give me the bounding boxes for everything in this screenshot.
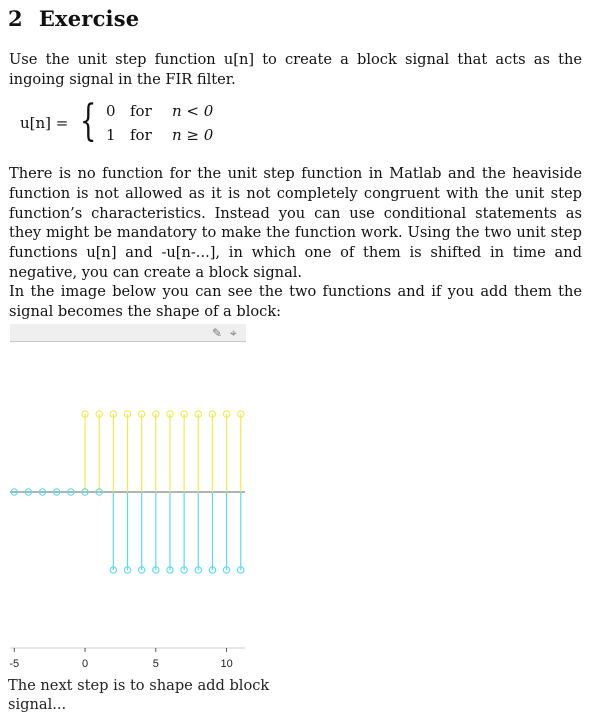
pan-icon[interactable]: ✎ — [212, 326, 223, 340]
case-value: 0 — [106, 102, 116, 120]
section-title: Exercise — [38, 6, 140, 31]
stem-plot — [0, 342, 250, 687]
data-cursor-icon[interactable]: ⌖ — [230, 326, 237, 340]
equation-case-row — [106, 126, 213, 144]
explanation-paragraph: There is no function for the unit step function in Matlab and the heaviside function is not allowed as it is not completely congruent with the unit step function’s characteristics. Instead you can use conditional statements as they might be mandatory to make the function work. Using the two unit step functions u[n] and -u[n-...], in which one of them is shifted in time and negative, you can create a block signal. — [9, 165, 582, 281]
x-tick-label: -5 — [9, 658, 20, 670]
intro-paragraph: Use the unit step function u[n] to create a block signal that acts as the ingoing signal in the FIR filter. — [9, 51, 582, 88]
x-tick-label: 5 — [152, 658, 159, 670]
cut-off-text-line: The next step is to shape add block signal... — [8, 677, 270, 713]
case-word: for — [130, 102, 152, 120]
section-heading — [8, 6, 139, 31]
x-tick-label: 0 — [81, 658, 89, 670]
case-word: for — [130, 126, 152, 144]
equation-lhs: u[n] = — [20, 114, 69, 132]
x-tick-label: 10 — [220, 658, 233, 670]
section-number: 2 — [8, 6, 23, 31]
equation-brace: { — [80, 96, 97, 146]
figure-toolbar — [10, 324, 246, 342]
case-condition: n ≥ 0 — [172, 126, 214, 144]
case-condition: n < 0 — [172, 102, 214, 120]
equation-case-row — [106, 102, 213, 120]
unit-step-equation — [20, 96, 280, 149]
figure-intro-paragraph: In the image below you can see the two functions and if you add them the signal becomes the shape of a block: — [9, 283, 582, 320]
case-value: 1 — [106, 126, 116, 144]
